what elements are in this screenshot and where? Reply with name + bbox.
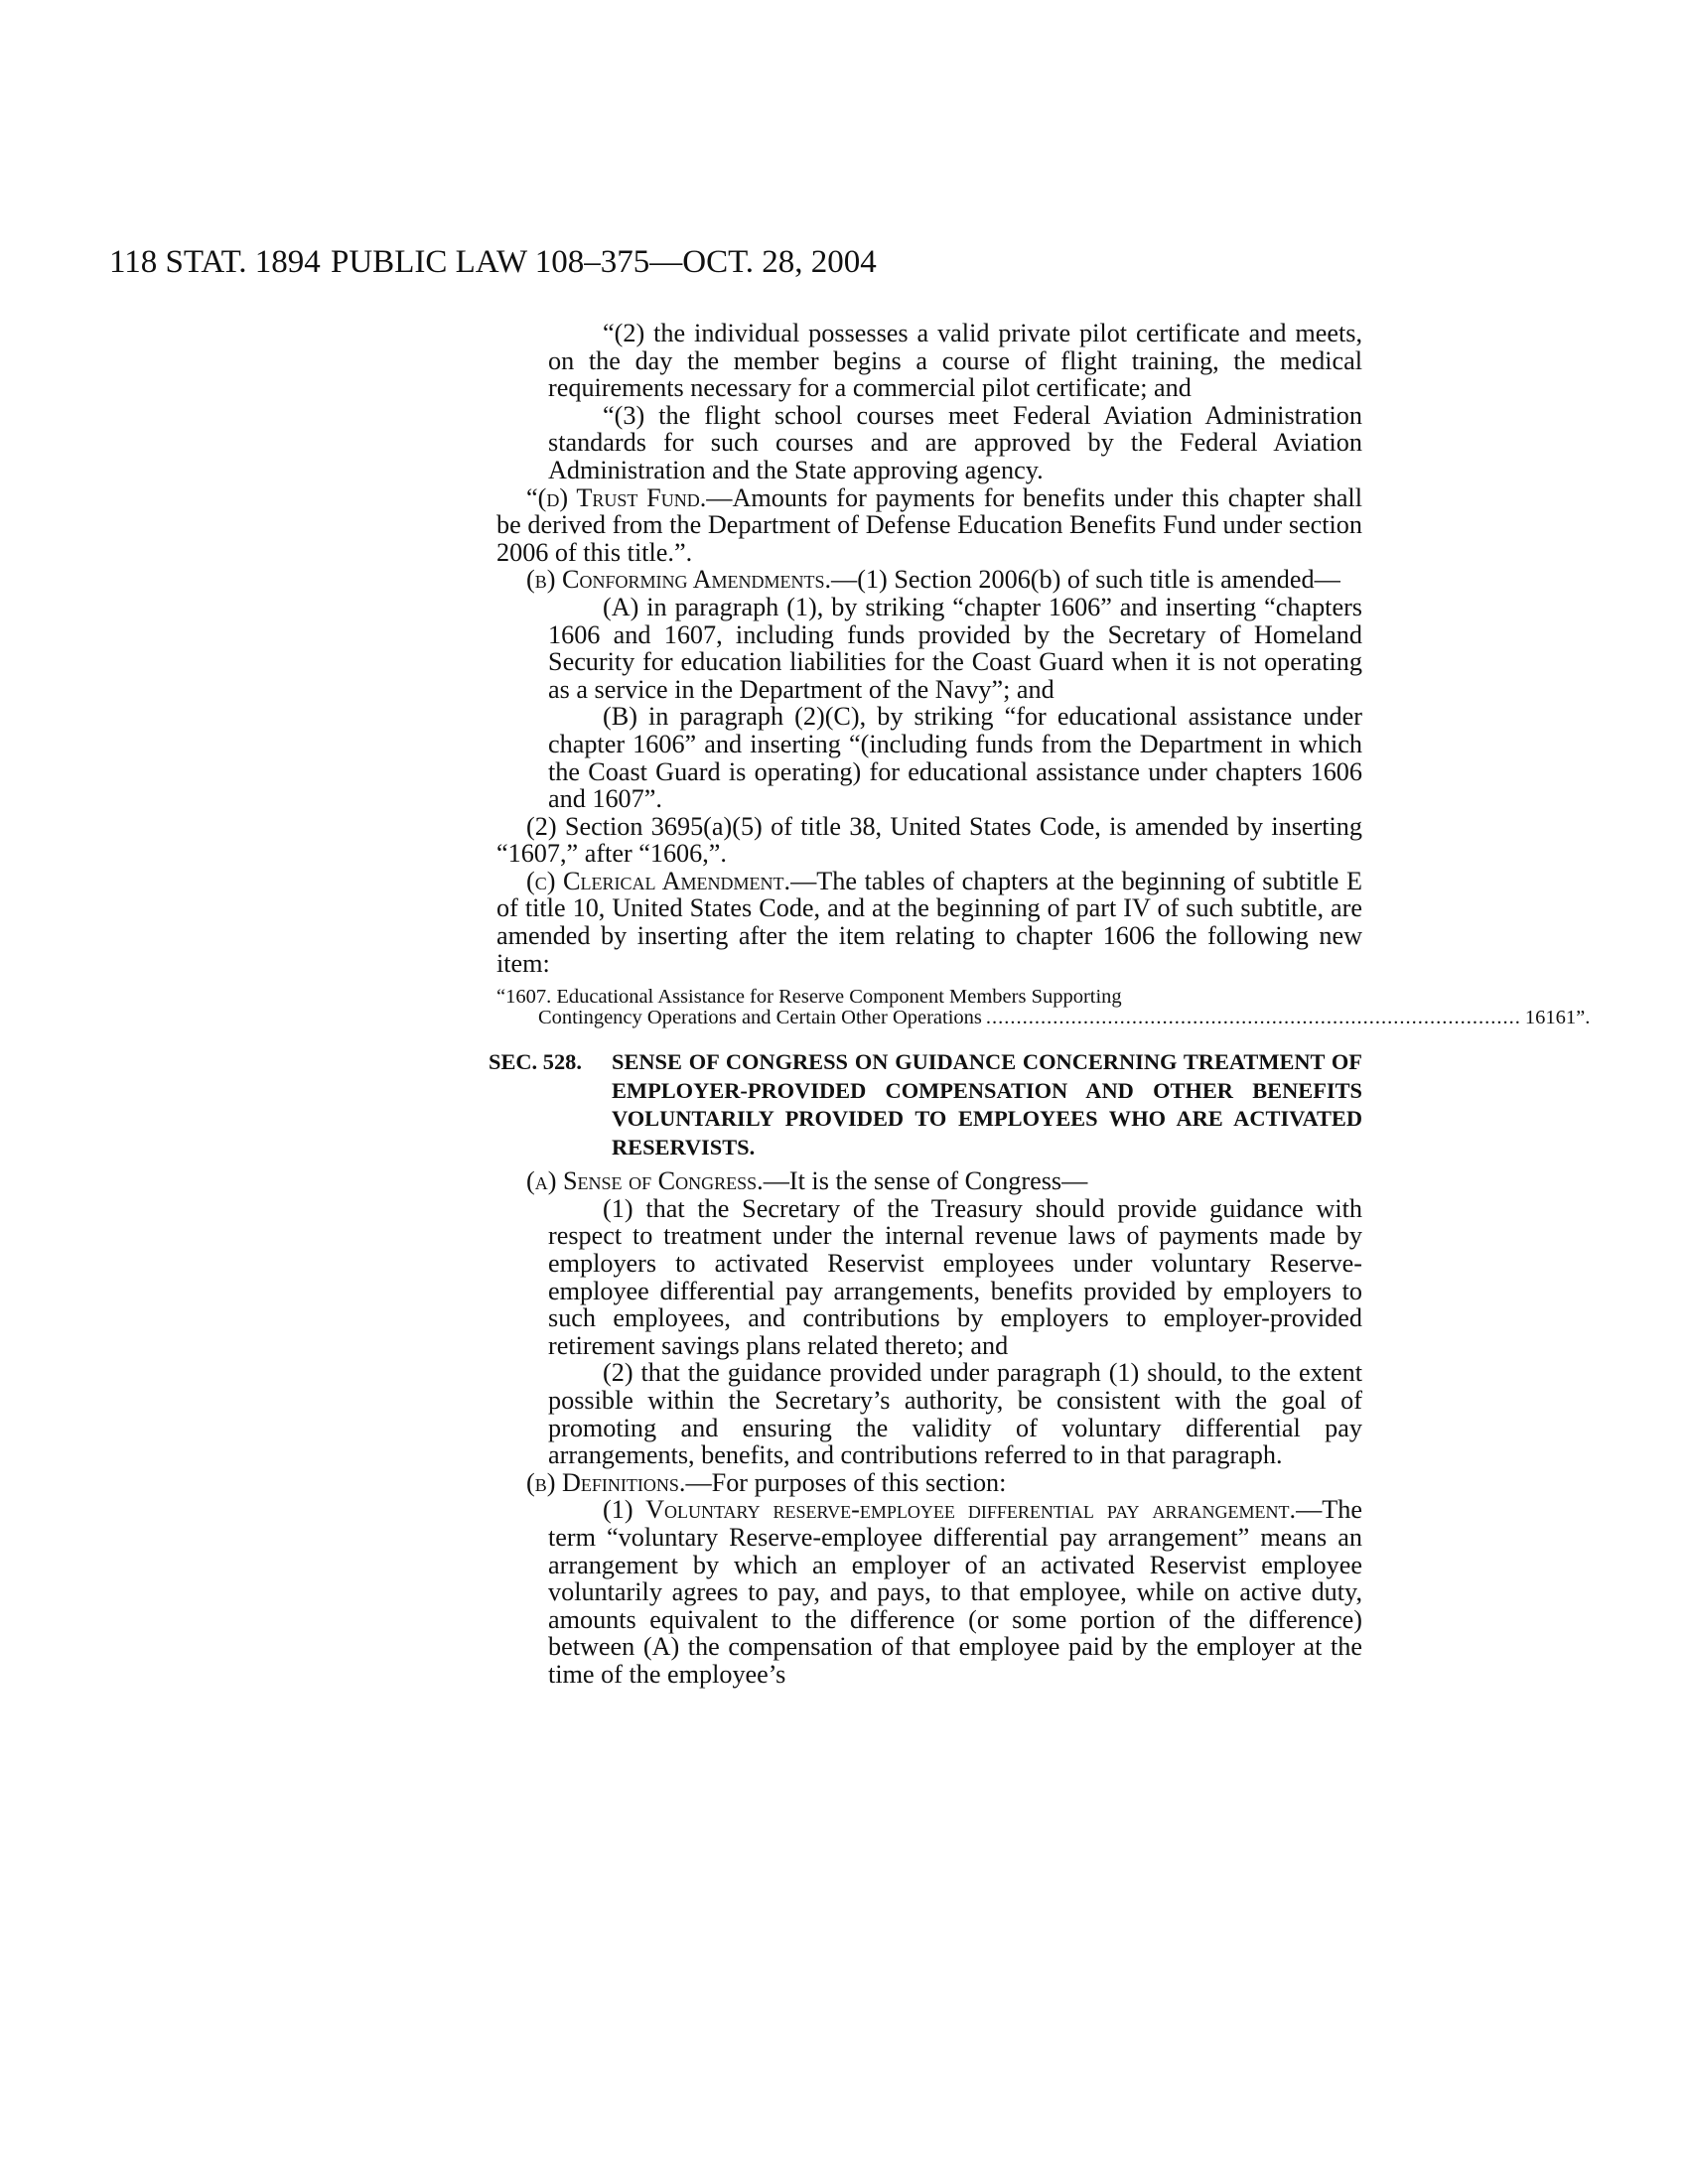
table-item-page: 16161”. — [1524, 1007, 1591, 1029]
statute-page-number: 118 STAT. 1894 — [109, 244, 321, 280]
public-law-citation: PUBLIC LAW 108–375—OCT. 28, 2004 — [331, 244, 877, 280]
subsection-b-heading: (b) Conforming Amendments. — [526, 565, 832, 595]
subsection-c-text: —The tables of chapters at the beginning of subtitle E of title 10, United States Code, and at the beginning of part IV of such subtitle, are amended by inserting after the item relating to chapter 1606 the following new item: — [496, 866, 1362, 978]
section-heading — [489, 1048, 1362, 1161]
table-item-line-1: “1607. Educational Assistance for Reserve Component Members Supporting — [496, 986, 1122, 1009]
subsection-d-text: —Amounts for payments for benefits under this chapter shall be derived from the Department of Defense Education Benefits Fund under section 2006 of this title.”. — [496, 482, 1362, 567]
paragraph-b2: (2) Section 3695(a)(5) of title 38, United States Code, is amended by inserting “1607,” after “1606,”. — [496, 811, 1362, 869]
section-number: SEC. 528. — [489, 1049, 582, 1075]
paragraph-a2: (2) that the guidance provided under paragraph (1) should, to the extent possible within the Secretary’s authority, be consistent with the goal of promoting and ensuring the validity of voluntary differential pay arrangements, benefits, and contributions referred to in that paragraph. — [548, 1358, 1362, 1470]
subsection-a — [496, 1167, 1362, 1195]
page-header — [109, 240, 1400, 300]
paragraph-a1: (1) that the Secretary of the Treasury should provide guidance with respect to treatment under the internal revenue laws of payments made by employers to activated Reservist employees under voluntary Reserve-employee differential pay arrangements, benefits provided by employers to such employees, and contributions by employers to employer-provided retirement savings plans related thereto; and — [548, 1193, 1362, 1360]
definitions-text: —For purposes of this section: — [685, 1467, 1007, 1497]
subsection-b — [496, 566, 1362, 594]
subsection-b-definitions — [496, 1469, 1362, 1497]
paragraph-c2: “(2) the individual possesses a valid private pilot certificate and meets, on the day the member begins a course of flight training, the medical requirements necessary for a commercial pilot certificate; and — [548, 319, 1362, 403]
table-item-line-2 — [496, 1007, 1591, 1029]
definition-b1-text: —The term “voluntary Reserve-employee differential pay arrangement” means an arrangement by which an employer of an activated Reservist employee voluntarily agrees to pay, and pays, to that employee, while on active duty, amounts equivalent to the difference (or some portion of the difference) between (A) the compensation of that employee paid by the employer at the time of the employee’s — [548, 1495, 1362, 1689]
page-body — [489, 319, 1591, 1689]
subsection-c-heading: (c) Clerical Amendment. — [526, 866, 791, 895]
subsection-a-heading: (a) Sense of Congress. — [526, 1166, 764, 1196]
table-item-title-continued: Contingency Operations and Certain Other Operations — [538, 1007, 982, 1029]
subsection-b-text: —(1) Section 2006(b) of such title is amended— — [831, 565, 1340, 595]
subparagraph-bA: (A) in paragraph (1), by striking “chapter 1606” and inserting “chapters 1606 and 1607, including funds provided by the Secretary of Homeland Security for education liabilities for the Coast Guard when it is not operating as a service in the Department of the Navy”; and — [548, 592, 1362, 704]
definition-b1-heading: (1) Voluntary reserve-employee differential pay arrangement. — [603, 1495, 1297, 1525]
section-title: SENSE OF CONGRESS ON GUIDANCE CONCERNING TREATMENT OF EMPLOYER-PROVIDED COMPENSATION AND OTHER BENEFITS VOLUNTARILY PROVIDED TO EMPLOYEES WHO ARE ACTIVATED RESERVISTS. — [612, 1049, 1362, 1160]
subsection-c — [496, 868, 1362, 977]
subsection-d-heading: “(d) Trust Fund. — [526, 482, 707, 512]
definition-b1 — [496, 1496, 1362, 1688]
table-of-chapters-item — [496, 986, 1591, 1029]
subsection-a-text: —It is the sense of Congress— — [763, 1166, 1088, 1196]
subsection-d — [496, 484, 1362, 567]
paragraph-c3: “(3) the flight school courses meet Federal Aviation Administration standards for such courses and are approved by the Federal Aviation Administration and the State approving agency. — [548, 400, 1362, 484]
definitions-heading: (b) Definitions. — [526, 1467, 686, 1497]
subparagraph-bB: (B) in paragraph (2)(C), by striking “for educational assistance under chapter 1606” and inserting “(including funds from the Department in which the Coast Guard is operating) for educational assistance under chapters 1606 and 1607”. — [548, 702, 1362, 814]
table-item-leader-dots: ........................................................................................ — [985, 1007, 1521, 1029]
